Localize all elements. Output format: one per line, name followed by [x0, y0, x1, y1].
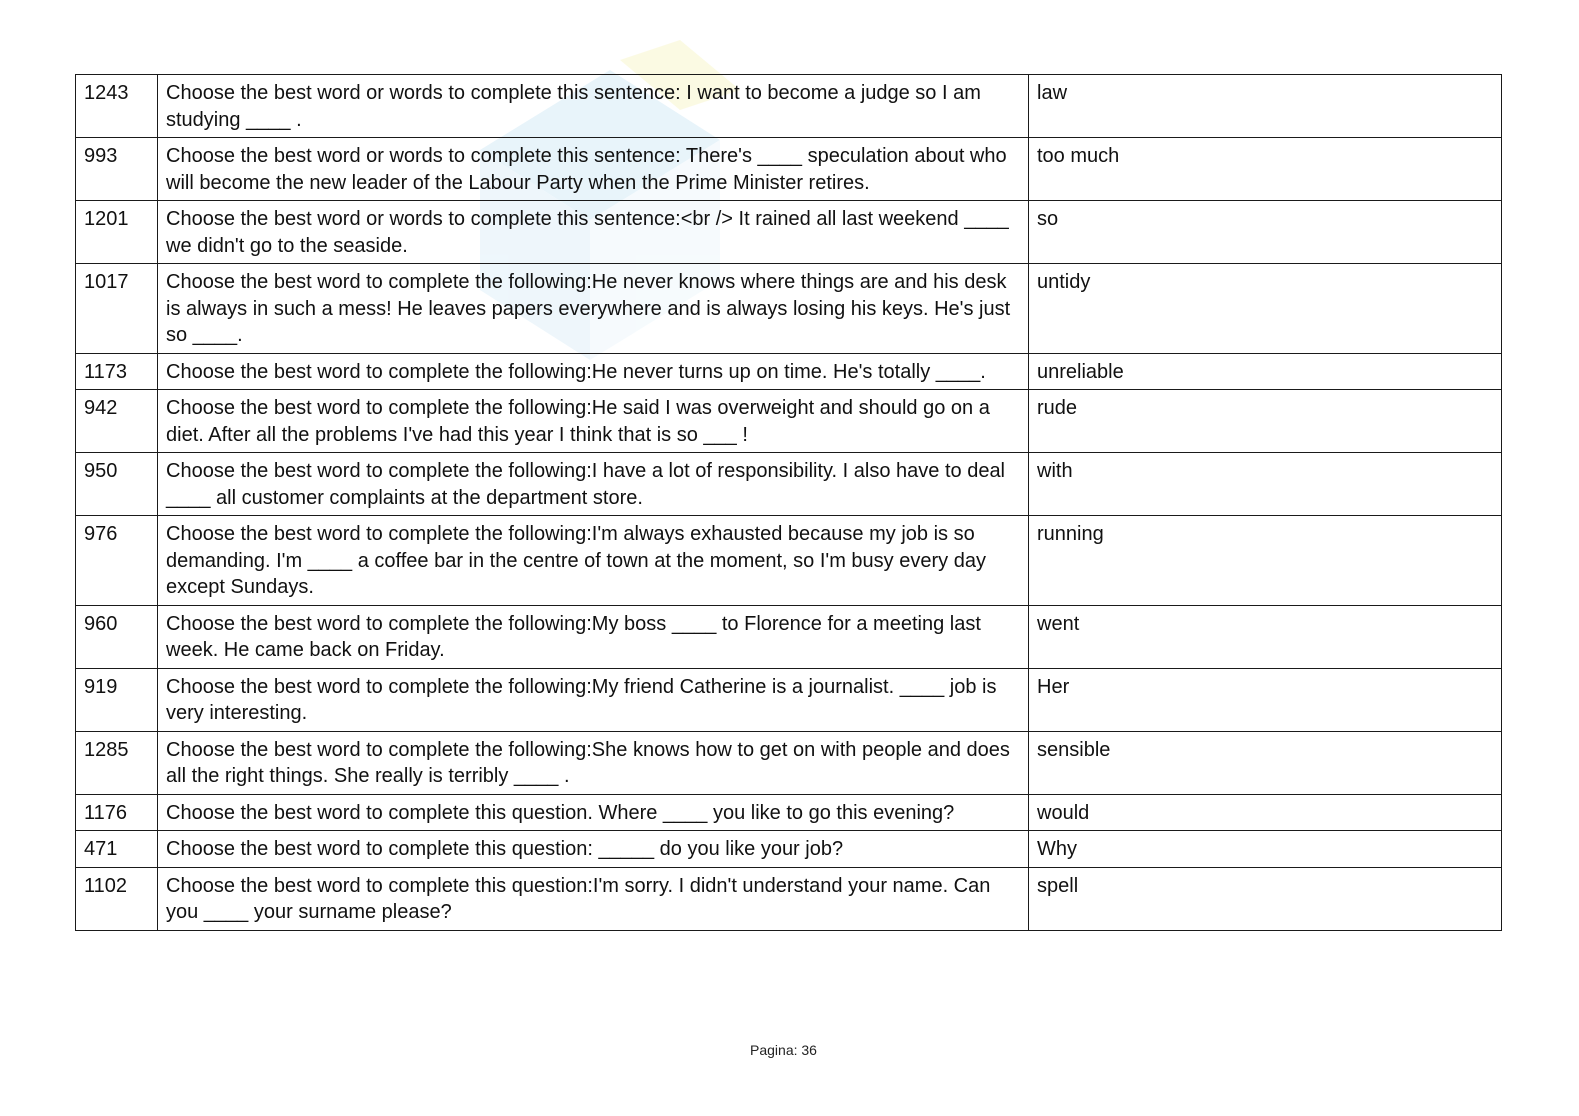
table-row	[76, 668, 1502, 731]
page-number: Pagina: 36	[750, 1042, 817, 1058]
answer-text: law	[1029, 75, 1502, 138]
table-row	[76, 75, 1502, 138]
question-text: Choose the best word to complete the following:My boss ____ to Florence for a meeting last week. He came back on Friday.	[158, 605, 1029, 668]
table-row	[76, 831, 1502, 868]
question-text: Choose the best word to complete the following:I'm always exhausted because my job is so demanding. I'm ____ a coffee bar in the centre of town at the moment, so I'm busy every day except Sundays.	[158, 516, 1029, 606]
table-row	[76, 390, 1502, 453]
questions-table-body	[76, 75, 1502, 931]
question-id: 1285	[76, 731, 158, 794]
question-text: Choose the best word or words to complete this sentence:<br /> It rained all last weekend ____ we didn't go to the seaside.	[158, 201, 1029, 264]
answer-text: sensible	[1029, 731, 1502, 794]
question-id: 950	[76, 453, 158, 516]
answer-text: rude	[1029, 390, 1502, 453]
table-row	[76, 138, 1502, 201]
table-row	[76, 794, 1502, 831]
question-text: Choose the best word to complete the following:My friend Catherine is a journalist. ____ job is very interesting.	[158, 668, 1029, 731]
question-id: 1176	[76, 794, 158, 831]
table-row	[76, 453, 1502, 516]
question-text: Choose the best word to complete this question. Where ____ you like to go this evening?	[158, 794, 1029, 831]
question-text: Choose the best word to complete the following:I have a lot of responsibility. I also have to deal ____ all customer complaints at the department store.	[158, 453, 1029, 516]
answer-text: running	[1029, 516, 1502, 606]
question-id: 1173	[76, 353, 158, 390]
table-row	[76, 353, 1502, 390]
answer-text: would	[1029, 794, 1502, 831]
answer-text: Why	[1029, 831, 1502, 868]
question-text: Choose the best word to complete the following:She knows how to get on with people and does all the right things. She really is terribly ____ .	[158, 731, 1029, 794]
question-id: 919	[76, 668, 158, 731]
question-text: Choose the best word to complete the following:He never knows where things are and his desk is always in such a mess! He leaves papers everywhere and is always losing his keys. He's just so ____.	[158, 264, 1029, 354]
question-text: Choose the best word to complete the following:He never turns up on time. He's totally ____.	[158, 353, 1029, 390]
question-text: Choose the best word to complete the following:He said I was overweight and should go on a diet. After all the problems I've had this year I think that is so ___ !	[158, 390, 1029, 453]
answer-text: spell	[1029, 867, 1502, 930]
question-id: 1017	[76, 264, 158, 354]
answer-text: unreliable	[1029, 353, 1502, 390]
question-id: 1201	[76, 201, 158, 264]
question-id: 471	[76, 831, 158, 868]
answer-text: so	[1029, 201, 1502, 264]
answer-text: untidy	[1029, 264, 1502, 354]
table-row	[76, 264, 1502, 354]
question-id: 960	[76, 605, 158, 668]
question-id: 1102	[76, 867, 158, 930]
question-text: Choose the best word to complete this question:I'm sorry. I didn't understand your name. Can you ____ your surname please?	[158, 867, 1029, 930]
answer-text: too much	[1029, 138, 1502, 201]
answer-text: with	[1029, 453, 1502, 516]
table-row	[76, 201, 1502, 264]
question-id: 993	[76, 138, 158, 201]
answer-text: went	[1029, 605, 1502, 668]
question-text: Choose the best word or words to complete this sentence: I want to become a judge so I am studying ____ .	[158, 75, 1029, 138]
question-id: 942	[76, 390, 158, 453]
table-row	[76, 867, 1502, 930]
question-text: Choose the best word or words to complete this sentence: There's ____ speculation about who will become the new leader of the Labour Party when the Prime Minister retires.	[158, 138, 1029, 201]
question-id: 976	[76, 516, 158, 606]
question-id: 1243	[76, 75, 158, 138]
table-row	[76, 731, 1502, 794]
question-text: Choose the best word to complete this question: _____ do you like your job?	[158, 831, 1029, 868]
table-row	[76, 516, 1502, 606]
answer-text: Her	[1029, 668, 1502, 731]
table-row	[76, 605, 1502, 668]
questions-table	[75, 74, 1502, 931]
